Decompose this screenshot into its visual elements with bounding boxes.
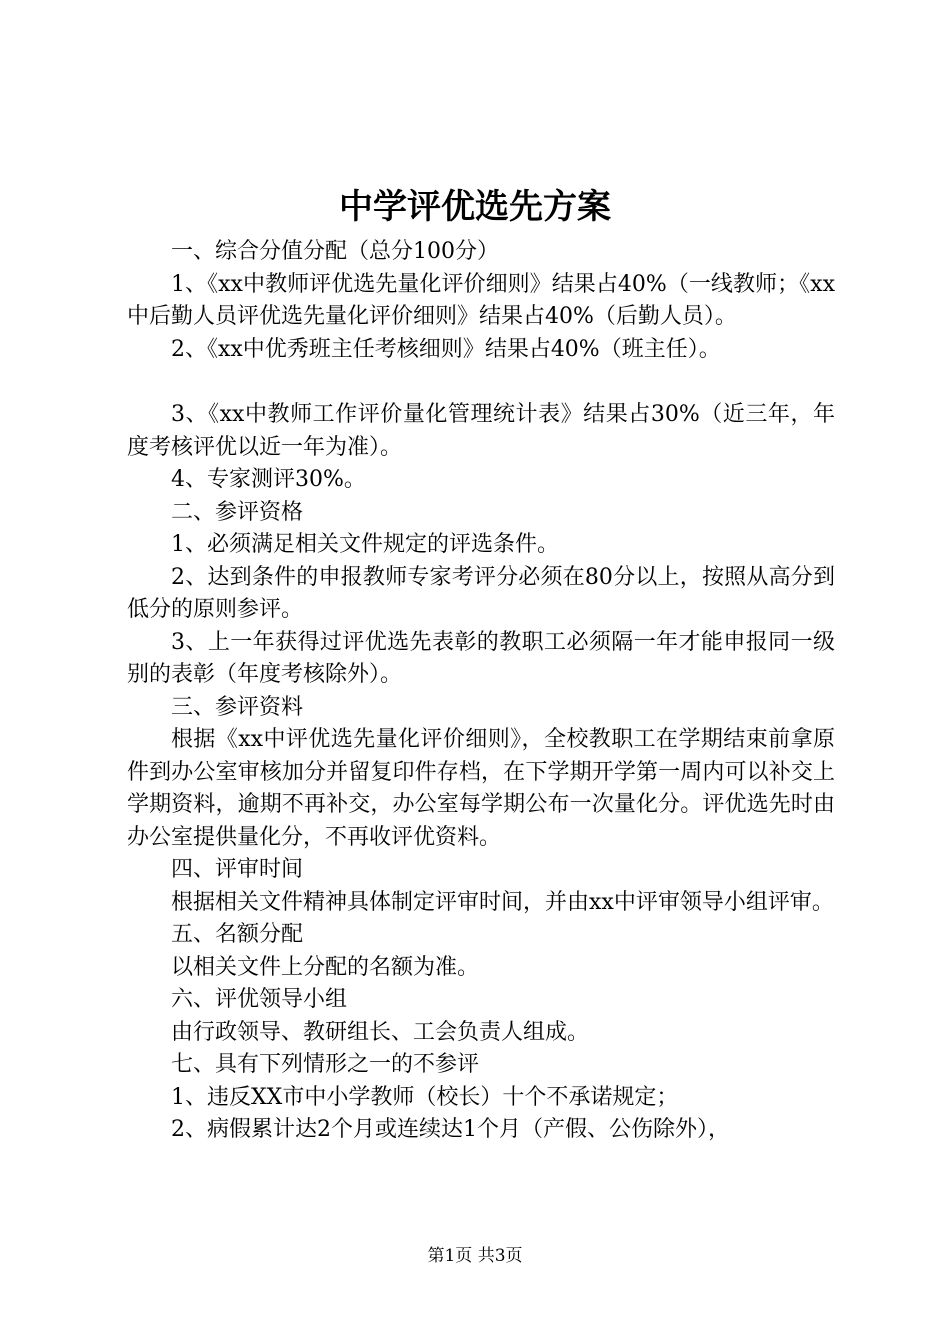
- section-heading: 六、评优领导小组: [171, 987, 348, 1012]
- page-number-total: 共3页: [477, 1246, 523, 1266]
- page-number-current: 第1页: [427, 1246, 473, 1266]
- section-heading: 七、具有下列情形之一的不参评: [171, 1052, 480, 1077]
- paragraph: 2、病假累计达2个月或连续达1个月（产假、公伤除外），: [171, 1117, 730, 1142]
- blank-line: [127, 366, 835, 399]
- section-heading: 三、参评资料: [171, 694, 304, 720]
- paragraph: 1、必须满足相关文件规定的评选条件。: [171, 532, 559, 557]
- paragraph: 根据相关文件精神具体制定评审时间，并由xx中评审领导小组评审。: [171, 889, 834, 915]
- page-footer: [0, 1244, 950, 1268]
- section-heading: 二、参评资格: [171, 499, 304, 525]
- paragraph: 1、违反XX市中小学教师（校长）十个不承诺规定；: [171, 1084, 679, 1110]
- section-heading: 五、名额分配: [171, 922, 304, 947]
- paragraph: 3、上一年获得过评优选先表彰的教职工必须隔一年才能申报同一级别的表彰（年度考核除外）。: [127, 629, 835, 687]
- paragraph: 4、专家测评30%。: [171, 467, 366, 492]
- section-heading: 四、评审时间: [171, 857, 304, 882]
- paragraph: 1、《xx中教师评优选先量化评价细则》结果占40%（一线教师；《xx中后勤人员评优选先量化评价细则》结果占40%（后勤人员）。: [127, 271, 835, 329]
- paragraph: 以相关文件上分配的名额为准。: [171, 954, 480, 980]
- section-heading: 一、综合分值分配（总分100分）: [171, 239, 499, 264]
- paragraph: 3、《xx中教师工作评价量化管理统计表》结果占30%（近三年，年度考核评优以近一年为准）。: [127, 402, 835, 460]
- paragraph: 2、达到条件的申报教师专家考评分必须在80分以上，按照从高分到低分的原则参评。: [127, 564, 835, 622]
- paragraph: 2、《xx中优秀班主任考核细则》结果占40%（班主任）。: [171, 336, 721, 362]
- document-title: 中学评优选先方案: [339, 187, 611, 227]
- paragraph: 根据《xx中评优选先量化评价细则》，全校教职工在学期结束前拿原件到办公室审核加分并留复印件存档，在下学期开学第一周内可以补交上学期资料，逾期不再补交，办公室每学期公布一次量化分。评优选先时由办公室提供量化分，不再收评优资料。: [127, 727, 835, 850]
- document-body: [127, 236, 835, 1147]
- paragraph: 由行政领导、教研组长、工会负责人组成。: [171, 1019, 590, 1045]
